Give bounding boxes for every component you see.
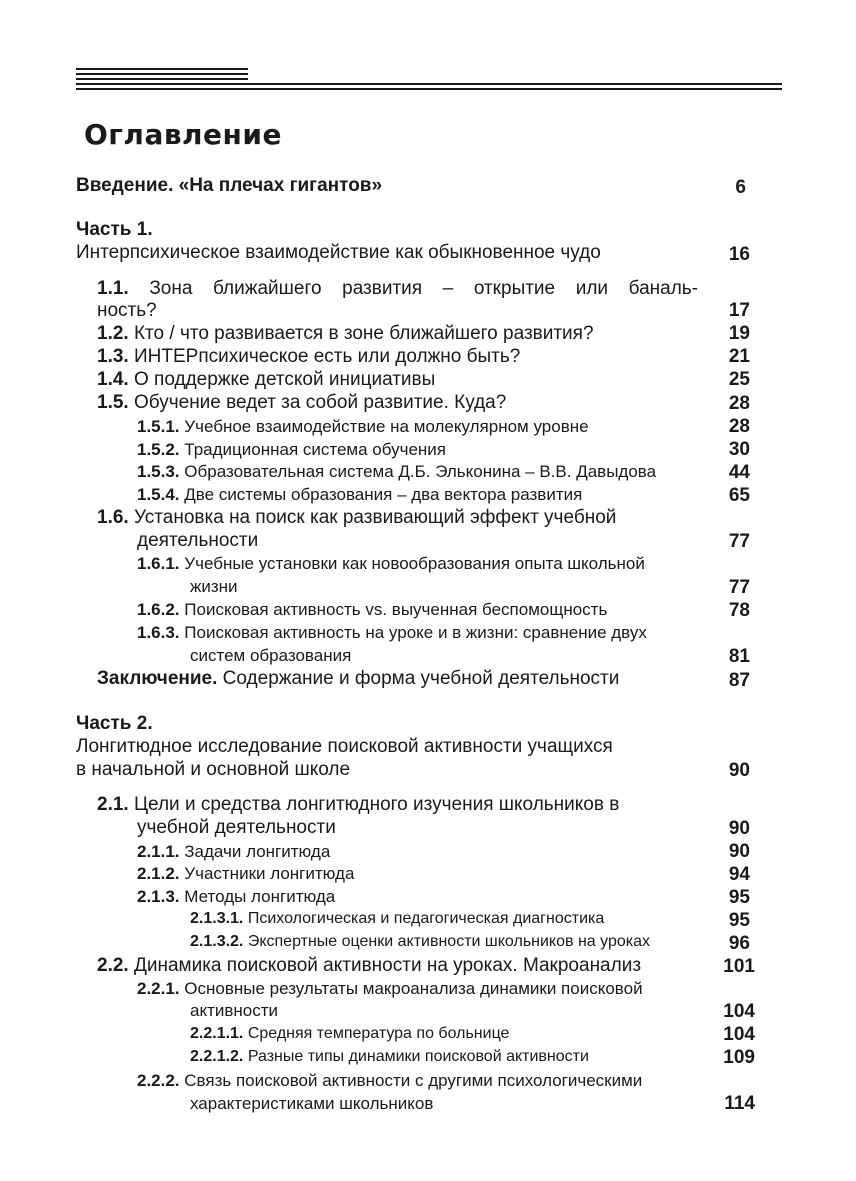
- toc-intro-page: 6: [735, 177, 746, 198]
- toc-entry-page: 104: [723, 1024, 755, 1045]
- toc-entry-1-6-3[interactable]: [137, 623, 647, 643]
- toc-entry-text: Кто / что развивается в зоне ближайшего развития?: [133, 323, 594, 344]
- toc-entry-page: 90: [728, 841, 750, 862]
- toc-entry-number: 2.1.: [97, 794, 129, 815]
- toc-entry-1-6-3-cont: систем образования: [190, 646, 352, 665]
- toc-entry-page: 44: [728, 462, 750, 483]
- toc-entry-text: Поисковая активность vs. выученная беспомощность: [184, 600, 608, 619]
- toc-entry-page: 101: [723, 956, 755, 977]
- toc-entry-page: 95: [728, 887, 750, 908]
- toc-part2-page: 90: [728, 760, 750, 781]
- toc-entry-text: Учебные установки как новообразования опыта школьной: [184, 554, 645, 573]
- toc-entry-number: 1.3.: [97, 346, 129, 367]
- toc-entry-number: 2.1.3.1.: [190, 910, 244, 927]
- toc-entry-2-2-1-cont: активности: [190, 1001, 279, 1020]
- toc-entry-number: 2.1.1.: [137, 842, 180, 861]
- toc-entry-1-5-3[interactable]: [137, 462, 656, 482]
- toc-entry-number: 1.6.1.: [137, 554, 180, 573]
- toc-entry-2-2[interactable]: [97, 955, 641, 977]
- toc-entry-1-5-1[interactable]: [137, 417, 589, 437]
- toc-entry-text: ИНТЕРпсихическое есть или должно быть?: [133, 346, 521, 367]
- toc-entry-page: 65: [728, 485, 750, 506]
- toc-entry-page: 77: [728, 577, 750, 598]
- toc-entry-text: Средняя температура по больнице: [247, 1025, 510, 1042]
- toc-entry-number: 1.4.: [97, 369, 129, 390]
- toc-entry-text: Установка на поиск как развивающий эффект учебной: [133, 507, 617, 528]
- toc-entry-text: Содержание и форма учебной деятельности: [222, 668, 620, 689]
- toc-entry-page: 90: [728, 818, 750, 839]
- toc-entry-number: 2.2.1.1.: [190, 1025, 244, 1042]
- toc-entry-1-5[interactable]: [97, 392, 506, 414]
- toc-entry-text: Обучение ведет за собой развитие. Куда?: [133, 392, 507, 413]
- toc-entry-1-1[interactable]: [97, 278, 698, 300]
- toc-entry-number: 2.2.: [97, 955, 129, 976]
- toc-part1-page: 16: [728, 244, 750, 265]
- toc-entry-2-1-1[interactable]: [137, 842, 330, 862]
- toc-entry-text: Образовательная система Д.Б. Эльконина – В.В. Давыдова: [184, 462, 657, 481]
- toc-entry-1-1-cont: ность?: [97, 300, 157, 321]
- toc-entry-page: 104: [723, 1001, 755, 1022]
- toc-entry-page: 17: [728, 300, 750, 321]
- toc-part2-title-cont: в начальной и основной школе: [76, 759, 351, 780]
- toc-entry-page: 109: [723, 1047, 755, 1068]
- toc-entry-text: Зона ближайшего развития – открытие или баналь-: [149, 278, 699, 299]
- toc-entry-2-1-cont: учебной деятельности: [137, 817, 336, 838]
- toc-entry-page: 81: [728, 646, 750, 667]
- toc-entry-text: Участники лонгитюда: [184, 864, 355, 883]
- toc-entry-2-2-2-cont: характеристиками школьников: [190, 1094, 434, 1113]
- toc-part2-label: Часть 2.: [76, 713, 153, 734]
- toc-entry-1-2[interactable]: [97, 323, 594, 345]
- toc-entry-page: 114: [724, 1093, 755, 1114]
- toc-entry-number: 2.1.3.: [137, 887, 180, 906]
- toc-entry-2-1-3[interactable]: [137, 887, 335, 907]
- toc-entry-1-6-cont: деятельности: [137, 530, 259, 551]
- toc-part1-title[interactable]: Интерпсихическое взаимодействие как обыкновенное чудо: [76, 242, 601, 263]
- toc-entry-number: 1.5.: [97, 392, 129, 413]
- toc-entry-2-1-3-2[interactable]: [190, 933, 650, 951]
- toc-entry-text: Поисковая активность на уроке и в жизни: сравнение двух: [184, 623, 647, 642]
- toc-entry-text: Динамика поисковой активности на уроках. Макроанализ: [133, 955, 642, 976]
- toc-entry-2-1-2[interactable]: [137, 864, 354, 884]
- toc-entry-number: 1.6.: [97, 507, 129, 528]
- toc-entry-1-6[interactable]: [97, 507, 616, 529]
- toc-entry-page: 77: [728, 531, 750, 552]
- toc-entry-2-1[interactable]: [97, 794, 619, 816]
- toc-entry-2-2-1-1[interactable]: [190, 1025, 509, 1043]
- toc-entry-number: 1.2.: [97, 323, 129, 344]
- toc-entry-1-6-1-cont: жизни: [190, 577, 238, 596]
- toc-entry-text: Учебное взаимодействие на молекулярном уровне: [184, 417, 589, 436]
- toc-entry-text: Задачи лонгитюда: [184, 842, 331, 861]
- toc-entry-page: 96: [728, 933, 750, 954]
- toc-entry-text: Две системы образования – два вектора развития: [184, 485, 583, 504]
- toc-entry-page: 21: [728, 346, 750, 367]
- toc-entry-number: 1.5.2.: [137, 440, 180, 459]
- toc-entry-text: Традиционная система обучения: [184, 440, 447, 459]
- toc-entry-number: 2.2.2.: [137, 1071, 180, 1090]
- header-rules: [76, 68, 782, 90]
- toc-entry-page: 19: [728, 323, 750, 344]
- toc-entry-number: 2.1.2.: [137, 864, 180, 883]
- toc-entry-number: 1.6.3.: [137, 623, 180, 642]
- toc-entry-number: 2.1.3.2.: [190, 933, 244, 950]
- toc-entry-text: Цели и средства лонгитюдного изучения школьников в: [133, 794, 620, 815]
- toc-entry-2-2-2[interactable]: [137, 1071, 642, 1091]
- toc-entry-text: О поддержке детской инициативы: [133, 369, 436, 390]
- toc-entry-number: 1.5.4.: [137, 485, 180, 504]
- toc-part1-label: Часть 1.: [76, 219, 153, 240]
- toc-entry-number: 2.2.1.: [137, 979, 180, 998]
- toc-entry-2-2-1[interactable]: [137, 979, 643, 999]
- toc-entry-1-3[interactable]: [97, 346, 520, 368]
- toc-entry-1-5-4[interactable]: [137, 485, 582, 505]
- page-title: Оглавление: [84, 118, 283, 151]
- toc-entry-text: Методы лонгитюда: [184, 887, 336, 906]
- toc-entry-number: 1.5.3.: [137, 462, 180, 481]
- toc-entry-page: 87: [728, 670, 750, 691]
- toc-conclusion-label: Заключение.: [97, 668, 218, 689]
- toc-entry-page: 25: [728, 369, 750, 390]
- toc-entry-number: 2.2.1.2.: [190, 1048, 244, 1065]
- toc-entry-page: 30: [728, 439, 750, 460]
- toc-entry-1-5-2[interactable]: [137, 440, 446, 460]
- toc-intro-title[interactable]: Введение. «На плечах гигантов»: [76, 175, 383, 196]
- toc-entry-number: 1.1.: [97, 278, 129, 299]
- toc-entry-1-4[interactable]: [97, 369, 435, 391]
- toc-entry-2-1-3-1[interactable]: [190, 910, 604, 928]
- toc-entry-number: 1.5.1.: [137, 417, 180, 436]
- toc-entry-page: 28: [728, 393, 750, 414]
- toc-entry-number: 1.6.2.: [137, 600, 180, 619]
- toc-entry-page: 28: [728, 416, 750, 437]
- toc-entry-2-2-1-2[interactable]: [190, 1048, 589, 1066]
- toc-conclusion[interactable]: [97, 668, 619, 690]
- toc-entry-1-6-2[interactable]: [137, 600, 607, 620]
- toc-entry-text: Разные типы динамики поисковой активности: [247, 1048, 589, 1065]
- toc-entry-text: Связь поисковой активности с другими психологическими: [184, 1071, 643, 1090]
- toc-entry-text: Основные результаты макроанализа динамики поисковой: [184, 979, 643, 998]
- toc-entry-text: Психологическая и педагогическая диагностика: [247, 910, 605, 927]
- toc-entry-1-6-1[interactable]: [137, 554, 645, 574]
- toc-part2-title[interactable]: Лонгитюдное исследование поисковой активности учащихся: [76, 736, 613, 757]
- toc-entry-page: 95: [728, 910, 750, 931]
- toc-entry-page: 78: [728, 600, 750, 621]
- toc-entry-page: 94: [728, 864, 750, 885]
- toc-entry-text: Экспертные оценки активности школьников на уроках: [247, 933, 650, 950]
